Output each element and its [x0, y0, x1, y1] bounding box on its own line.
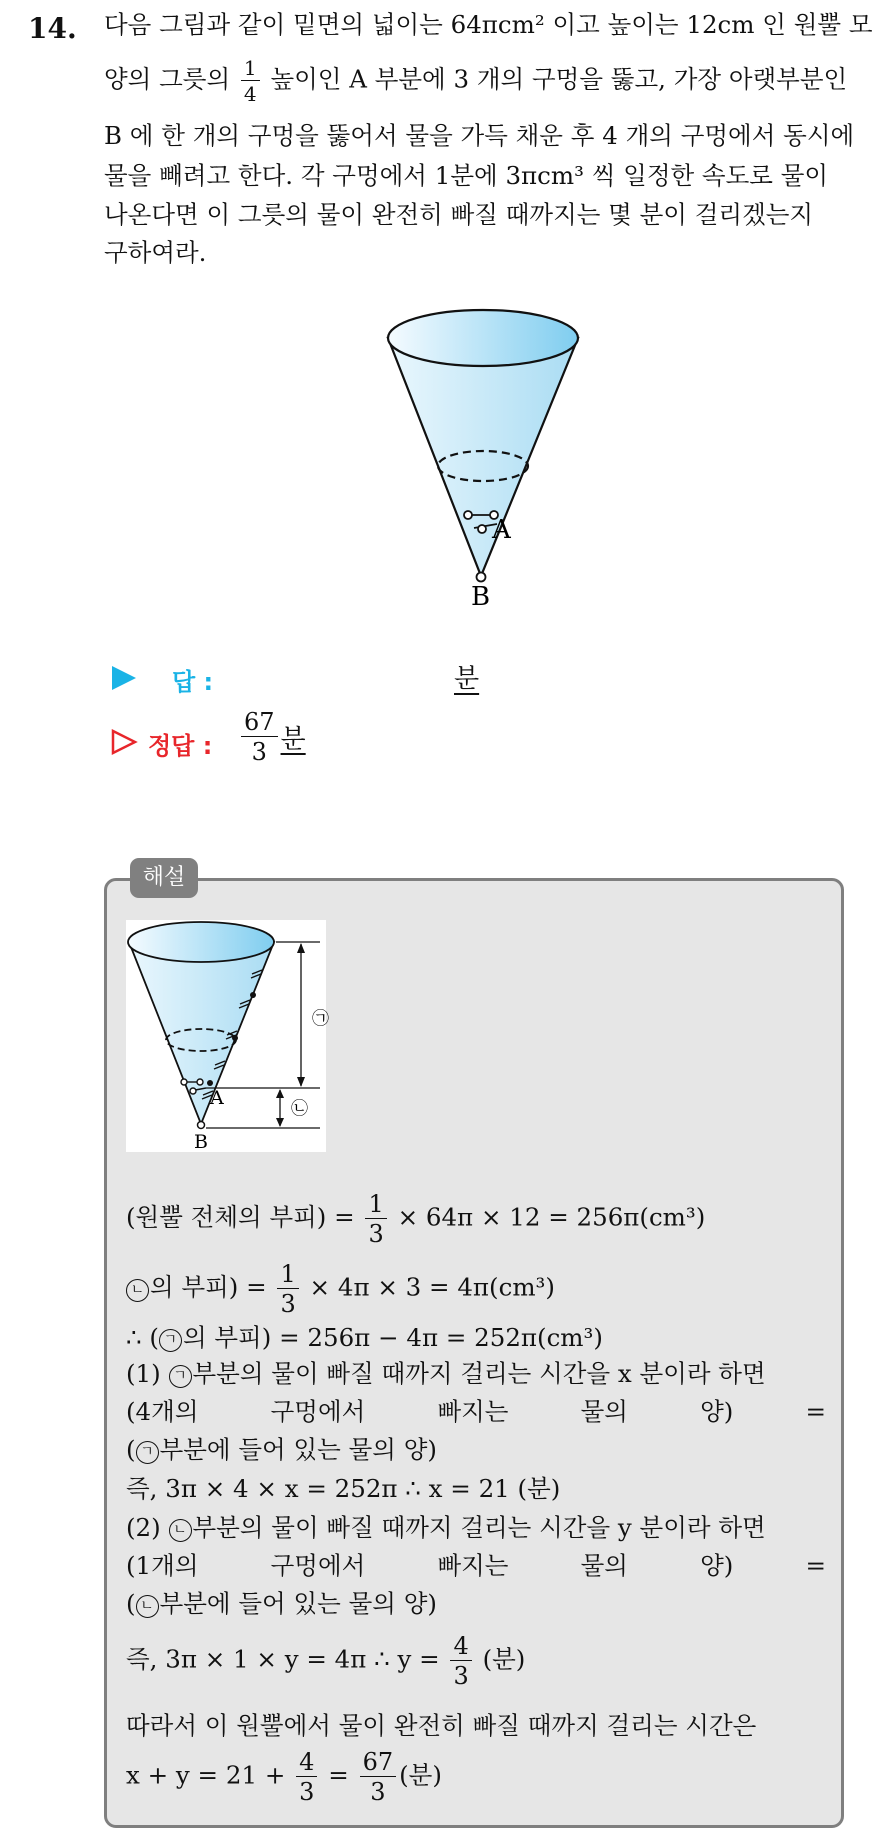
sol-l4-post: 부분의 물이 빠질 때까지 걸리는 시간을 x 분이라 하면 [192, 1359, 766, 1388]
frac-den: 4 [243, 82, 257, 106]
mark-giyeok: ㉠ [312, 1009, 329, 1029]
sol-l6-post: 부분에 들어 있는 물의 양) [159, 1435, 437, 1464]
frac-num: 1 [365, 1192, 386, 1219]
solution-line-8 [126, 1512, 766, 1544]
solution-line-3 [126, 1322, 603, 1354]
solution-line-13 [126, 1750, 442, 1804]
sol-l11-frac [450, 1634, 471, 1688]
sol-l2-post: × 4π × 3 = 4π(cm³) [309, 1272, 555, 1302]
answer-label: 답 : [172, 668, 214, 696]
sol-l3-post: 의 부피) = 256π − 4π = 252π(cm³) [182, 1323, 603, 1352]
label-a: A [492, 515, 511, 545]
sol-l9-word: 물의 [580, 1551, 628, 1580]
cone-top-ellipse [388, 310, 578, 366]
solution-line-5 [126, 1396, 826, 1428]
problem-line-6: 구하여라. [104, 238, 207, 267]
sol-l11-pre: 즉, 3π × 1 × y = 4π ∴ y = [126, 1644, 440, 1674]
sol-l5-word: 구멍에서 [270, 1397, 366, 1426]
sol-l13-frac2 [360, 1750, 397, 1804]
sol-l8-pre: (2) [126, 1513, 161, 1542]
sol-l2-pre: 의 부피) = [150, 1272, 267, 1302]
sol-l5-word: 빠지는 [437, 1397, 509, 1426]
sol-l13-pre: x + y = 21 + [126, 1760, 286, 1790]
problem-line-3: B 에 한 개의 구멍을 뚫어서 물을 가득 채운 후 4 개의 구멍에서 동시에 [104, 121, 855, 150]
sol-l8-post: 부분의 물이 빠질 때까지 걸리는 시간을 y 분이라 하면 [192, 1513, 766, 1542]
frac-den: 3 [370, 1778, 386, 1806]
sol-l1-post: × 64π × 12 = 256π(cm³) [397, 1202, 706, 1232]
problem-line-2-pre: 양의 그릇의 [104, 64, 231, 94]
frac-num: 4 [296, 1750, 317, 1777]
circled-giyeok: ㄱ [169, 1365, 192, 1388]
sol-l10-post: 부분에 들어 있는 물의 양) [159, 1589, 437, 1618]
sol-l1-frac [365, 1192, 386, 1246]
cone-figure [370, 300, 600, 620]
sol-l4-pre: (1) [126, 1359, 161, 1388]
frac-num: 67 [241, 710, 278, 737]
sol-l9-word: 구멍에서 [270, 1551, 366, 1580]
sol-l1-pre: (원뿔 전체의 부피) = [126, 1202, 355, 1232]
sol-l10-pre: ( [126, 1589, 136, 1618]
hole-b [477, 573, 486, 582]
solution-line-4 [126, 1358, 766, 1390]
correct-fraction [241, 710, 278, 764]
sol-l2-frac [277, 1262, 298, 1316]
solution-line-12: 따라서 이 원뿔에서 물이 완전히 빠질 때까지 걸리는 시간은 [126, 1711, 757, 1740]
sol-l9-word: (1개의 [126, 1551, 199, 1580]
mark-nieun: ㉡ [291, 1099, 308, 1119]
solution-cone-figure [126, 920, 329, 1153]
circled-giyeok: ㄱ [159, 1329, 182, 1352]
sol-l9-word: 빠지는 [437, 1551, 509, 1580]
frac-num: 1 [277, 1262, 298, 1289]
frac-num: 1 [241, 58, 260, 81]
fraction-one-quarter [241, 58, 260, 104]
solution-line-10 [126, 1588, 437, 1620]
problem-number: 14. [28, 12, 77, 45]
sol-l13-frac1 [296, 1750, 317, 1804]
circled-giyeok: ㄱ [136, 1441, 159, 1464]
problem-line-1: 다음 그림과 같이 밑면의 넓이는 64πcm² 이고 높이는 12cm 인 원뿔 모 [104, 10, 873, 39]
solution-tag: 해설 [130, 858, 198, 898]
solution-line-2 [126, 1262, 555, 1316]
sol-l5-word: (4개의 [126, 1397, 199, 1426]
solution-label-b: B [194, 1131, 208, 1153]
sol-l13-mid: = [328, 1760, 349, 1790]
circled-nieun: ㄴ [169, 1519, 192, 1542]
correct-label: 정답 : [148, 732, 213, 760]
sol-l9-word: = [805, 1551, 826, 1580]
sol-l3-pre: ∴ ( [126, 1323, 159, 1352]
cone-body [388, 338, 578, 576]
sol-l6-pre: ( [126, 1435, 136, 1464]
sol-l5-word: = [805, 1397, 826, 1426]
frac-den: 3 [299, 1778, 315, 1806]
frac-num: 67 [360, 1750, 397, 1777]
solution-line-11 [126, 1634, 525, 1688]
solution-line-6 [126, 1434, 437, 1466]
solution-line-9 [126, 1550, 826, 1582]
correct-answer [238, 710, 306, 764]
solution-line-7: 즉, 3π × 4 × x = 252π ∴ x = 21 (분) [126, 1474, 561, 1503]
frac-den: 3 [453, 1662, 469, 1690]
circled-nieun: ㄴ [136, 1595, 159, 1618]
frac-den: 3 [251, 738, 267, 766]
frac-num: 4 [450, 1634, 471, 1661]
problem-line-2 [104, 58, 847, 104]
solution-line-1 [126, 1192, 705, 1246]
sol-l5-word: 물의 [580, 1397, 628, 1426]
label-b: B [471, 582, 491, 612]
problem-line-2-post: 높이인 A 부분에 3 개의 구멍을 뚫고, 가장 아랫부분인 [270, 64, 848, 94]
correct-play-icon [110, 728, 138, 756]
solution-label-a: A [210, 1087, 224, 1109]
problem-line-4: 물을 빼려고 한다. 각 구멍에서 1분에 3πcm³ 씩 일정한 속도로 물이 [104, 161, 829, 190]
answer-unit: 분 [454, 664, 480, 694]
sol-l13-post: (분) [399, 1760, 442, 1790]
correct-unit: 분 [280, 724, 306, 755]
sol-l9-word: 양) [700, 1551, 734, 1580]
circled-nieun: ㄴ [126, 1279, 149, 1302]
problem-line-5: 나온다면 이 그릇의 물이 완전히 빠질 때까지는 몇 분이 걸리겠는지 [104, 200, 814, 229]
frac-den: 3 [280, 1290, 296, 1318]
sol-l5-word: 양) [700, 1397, 734, 1426]
answer-play-icon [110, 664, 138, 692]
frac-den: 3 [368, 1220, 384, 1248]
sol-l11-post: (분) [482, 1644, 526, 1674]
